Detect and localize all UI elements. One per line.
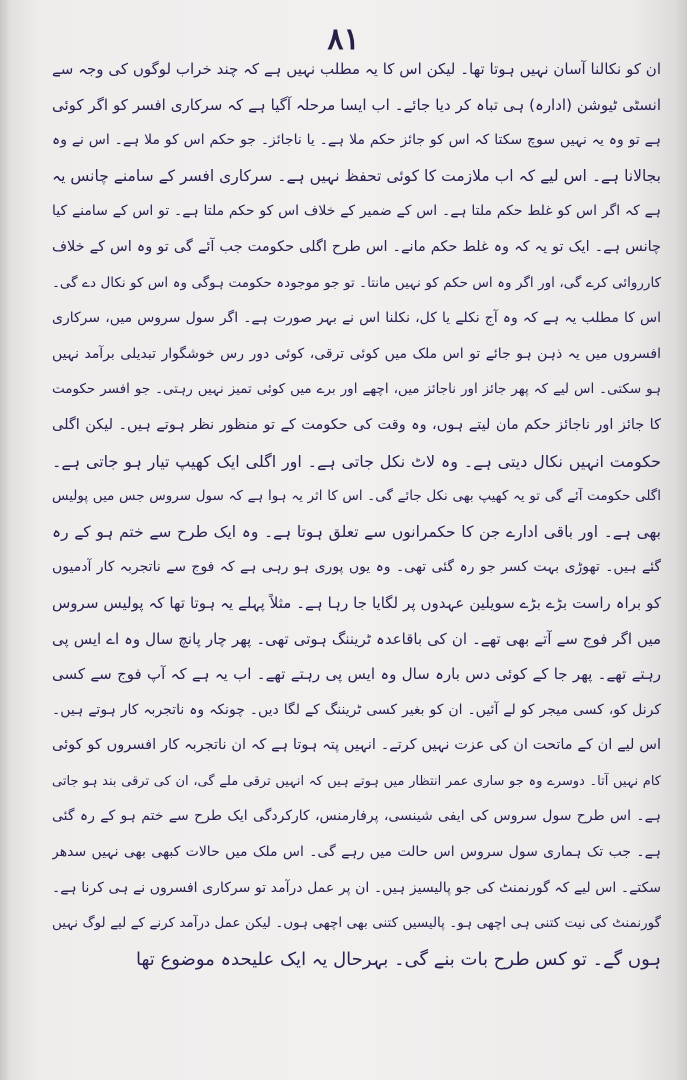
text-line: ہے۔ جب تک ہماری سول سروس اس حالت میں رہے گی۔ اس ملک میں حالات کبھی بھی نہیں سدھر [52,844,661,861]
text-line: گئے ہیں۔ تھوڑی بہت کسر جو رہ گئی تھی۔ وہ یوں پوری ہو رہی ہے کہ فوج سے ناتجربہ کار آدمیوں [52,559,661,576]
text-line: اس کا مطلب یہ ہے کہ وہ آج نکلے یا کل، نکلنا اس نے بہر صورت ہے۔ اگر سول سروس میں، سرکاری [52,310,661,327]
page-number: ۸۱ [327,22,360,57]
text-line: حکومت انہیں نکال دیتی ہے۔ وہ لاٹ نکل جاتی ہے۔ اور اگلی ایک کھیپ تیار ہو جاتی ہے۔ [52,451,661,471]
page-edge-left [0,0,10,1080]
text-line: ہوں گے۔ تو کس طرح بات بنے گی۔ بہرحال یہ ایک علیحدہ موضوع تھا [135,948,661,970]
text-line: انسٹی ٹیوشن (ادارہ) ہی تباہ کر دیا جائے۔ اب ایسا مرحلہ آگیا ہے کہ سرکاری افسر کو اگر کوئی [52,95,661,114]
text-line: اس لیے ان کے ماتحت ان کی عزت نہیں کرتے۔ انہیں پتہ ہوتا ہے کہ ان ناتجربہ کار افسروں کو کوئی [52,737,661,754]
text-line: گورنمنٹ کی نیت کتنی ہی اچھی ہو۔ پالیسیں کتنی بھی اچھی ہوں۔ لیکن عمل درآمد کرنے کے لیے لوگ نہیں [52,915,661,932]
text-line: بجالانا ہے۔ اس لیے کہ اب ملازمت کا کوئی تحفظ نہیں ہے۔ سرکاری افسر کے سامنے چانس یہ [52,166,661,185]
text-line: کرنل کو، کسی میجر کو لے آئیں۔ ان کو بغیر کسی ٹریننگ کے لگا دیں۔ چونکہ وہ ناتجربہ کار ہوتے ہیں۔ [52,701,661,718]
text-line: کو براہ راست بڑے بڑے سویلین عہدوں پر لگایا جا رہا ہے۔ مثلاً پہلے یہ ہوتا تھا کہ پولیس سروس [52,593,661,612]
page-edge-right [675,0,687,1080]
text-line: افسروں میں یہ ذہن ہو جائے تو اس ملک میں کوئی ترقی، کوئی دور رس خوشگوار تبدیلی برآمد نہیں [52,345,661,362]
text-line: کام نہیں آتا۔ دوسرے وہ جو ساری عمر انتظار میں ہوتے ہیں کہ انہیں ترقی ملے گی، ان کی ترقی بند ہو جاتی [52,773,661,789]
text-line: ہے۔ اس طرح سول سروس کی ایفی شینسی، پرفارمنس، کارکردگی ایک طرح سے ختم ہو کے رہ گئی [52,808,661,825]
text-line: سکتے۔ اس لیے کہ گورنمنٹ کی جو پالیسیز ہیں۔ ان پر عمل درآمد تو سرکاری افسروں نے ہی کرنا ہے۔ [52,879,661,896]
text-line: کارروائی کرے گی، اور اگر وہ اس حکم کو نہیں مانتا۔ تو جو موجودہ حکومت ہوگی وہ اس کو نکال دے گی۔ [52,274,661,291]
urdu-body-text [52,52,661,977]
text-line: ہو سکتی۔ اس لیے کہ پھر جائز اور ناجائز میں، اچھے اور برے میں کوئی تمیز نہیں رہتی۔ جو افسر حکومت [52,381,661,398]
text-line: رہتے تھے۔ پھر جا کے کوئی دس بارہ سال وہ ایس پی رہتے تھے۔ اب یہ ہے کہ آپ فوج سے کسی [52,665,661,684]
text-line: بھی ہے۔ اور باقی ادارے جن کا حکمرانوں سے تعلق ہوتا ہے۔ وہ ایک طرح سے ختم ہو کے رہ [52,522,661,541]
text-line: کا جائز اور ناجائز حکم مان لیتے ہوں، وہ وقت کی حکومت کے تو منظور نظر ہوتے ہیں۔ لیکن اگلی [52,416,661,433]
text-line: ان کو نکالنا آسان نہیں ہوتا تھا۔ لیکن اس کا یہ مطلب نہیں ہے کہ چند خراب لوگوں کی وجہ سے [52,60,661,78]
text-line: میں اگر فوج سے آتے بھی تھے۔ ان کی باقاعدہ ٹریننگ ہوتی تھی۔ پھر چار پانچ سال وہ اے ایس پی [52,629,661,648]
text-line: چانس ہے۔ ایک تو یہ کہ وہ غلط حکم مانے۔ اس طرح اگلی حکومت جب آئے گی تو وہ اس کے خلاف [52,238,661,255]
text-line: ہے کہ اگر اس کو غلط حکم ملتا ہے۔ اس کے ضمیر کے خلاف اس کو حکم ملتا ہے۔ تو اس کے سامنے کیا [52,203,661,220]
text-line: ہے تو وہ یہ نہیں سوچ سکتا کہ اس کو جائز حکم ملا ہے۔ یا ناجائز۔ جو حکم اس کو ملا ہے۔ اس نے وہ [52,132,661,149]
text-line: اگلی حکومت آئے گی تو یہ کھیپ بھی نکل جائے گی۔ اس کا اثر یہ ہوا ہے کہ سول سروس جس میں پولیس [52,488,661,505]
